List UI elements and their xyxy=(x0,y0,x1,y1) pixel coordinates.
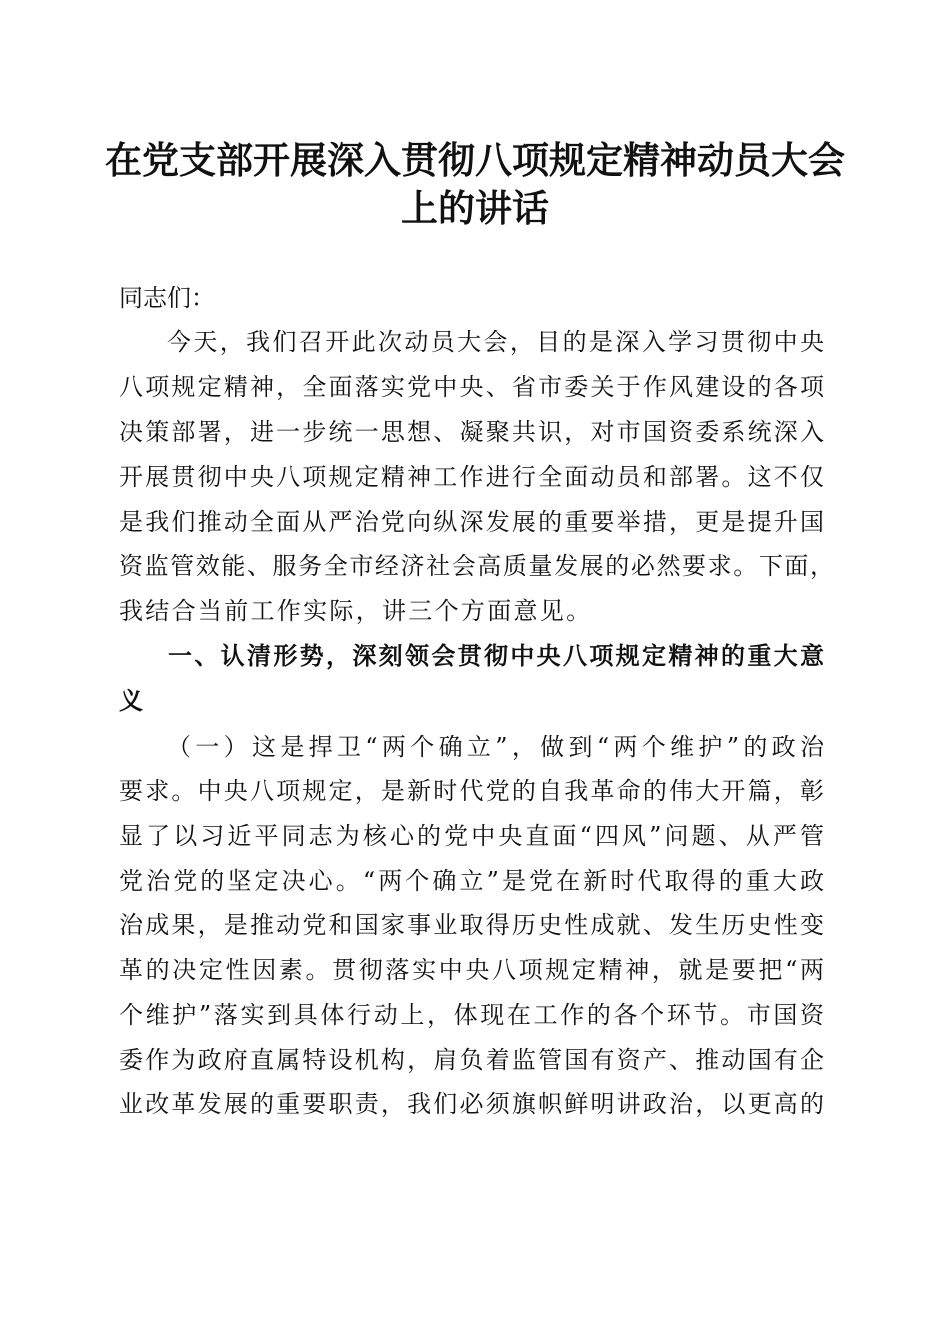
intro-line-7: 我结合当前工作实际，讲三个方面意见。 xyxy=(119,597,593,625)
salutation: 同志们： xyxy=(119,284,215,312)
intro-line-3: 决策部署，进一步统一思想、凝聚共识，对市国资委系统深入 xyxy=(119,418,824,446)
sub-1-line-8: 委作为政府直属特设机构，肩负着监管国有资产、推动国有企 xyxy=(119,1046,824,1074)
sub-1-line-9: 业改革发展的重要职责，我们必须旗帜鲜明讲政治，以更高的 xyxy=(119,1090,824,1118)
sub-1-line-1: （一）这是捍卫“两个确立”，做到“两个维护”的政治 xyxy=(167,733,824,761)
intro-line-6: 资监管效能、服务全市经济社会高质量发展的必然要求。下面， xyxy=(119,552,834,580)
sub-1-line-7: 个维护”落实到具体行动上，体现在工作的各个环节。市国资 xyxy=(119,1001,824,1029)
intro-line-5: 是我们推动全面从严治党向纵深发展的重要举措，更是提升国 xyxy=(119,508,824,536)
sub-1-line-4: 党治党的坚定决心。“两个确立”是党在新时代取得的重大政 xyxy=(119,867,824,895)
document-title-line-2: 上的讲话 xyxy=(401,186,549,230)
sub-1-line-3: 显了以习近平同志为核心的党中央直面“四风”问题、从严管 xyxy=(119,822,824,850)
intro-line-4: 开展贯彻中央八项规定精神工作进行全面动员和部署。这不仅 xyxy=(119,463,824,491)
intro-line-2: 八项规定精神，全面落实党中央、省市委关于作风建设的各项 xyxy=(119,373,824,401)
sub-1-line-6: 革的决定性因素。贯彻落实中央八项规定精神，就是要把“两 xyxy=(119,956,824,984)
intro-line-1: 今天，我们召开此次动员大会，目的是深入学习贯彻中央 xyxy=(167,328,824,356)
section-1-heading-line-1: 一、认清形势，深刻领会贯彻中央八项规定精神的重大意 xyxy=(168,642,824,670)
document-title-line-1: 在党支部开展深入贯彻八项规定精神动员大会 xyxy=(105,138,845,182)
section-1-heading-line-2: 义 xyxy=(119,687,143,715)
sub-1-line-5: 治成果，是推动党和国家事业取得历史性成就、发生历史性变 xyxy=(119,911,824,939)
sub-1-line-2: 要求。中央八项规定，是新时代党的自我革命的伟大开篇，彰 xyxy=(119,777,824,805)
